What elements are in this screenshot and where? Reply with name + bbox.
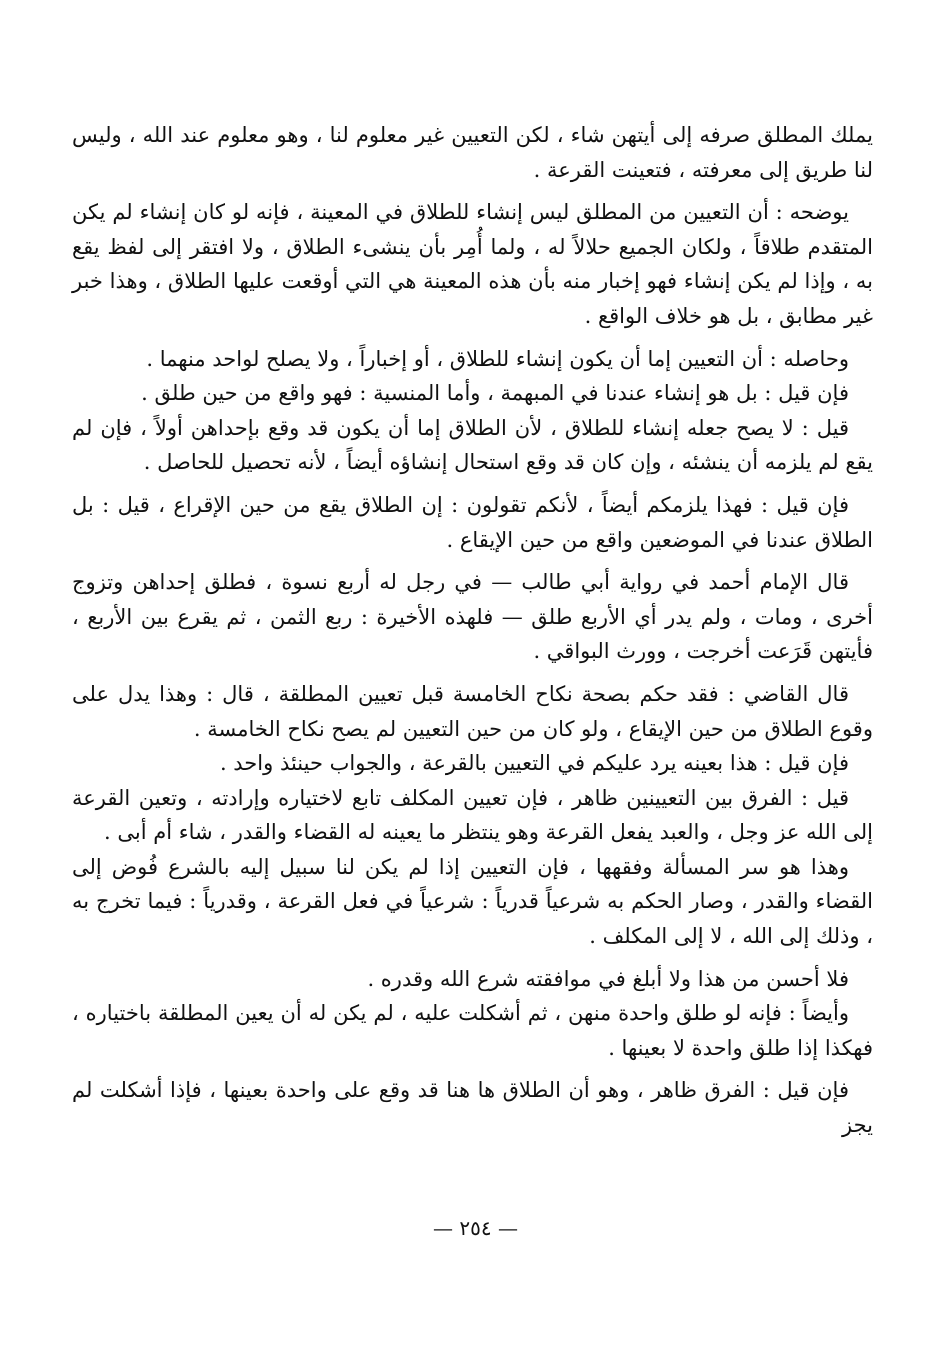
paragraph-6: فإن قيل : فهذا يلزمكم أيضاً ، لأنكم تقولون : إن الطلاق يقع من حين الإقراع ، قيل : بل الطلاق عندنا في الموضعين واقع من حين الإيقاع . (72, 492, 873, 552)
paragraph-10: قيل : الفرق بين التعيينين ظاهر ، فإن تعيين المكلف تابع لاختياره وإرادته ، وتعين القرعة إلى الله عز وجل ، والعبد يفعل القرعة وهو ينتظر ما يعينه له القضاء والقدر ، شاء أم أبى . (72, 785, 873, 845)
paragraph-5: قيل : لا يصح جعله إنشاء للطلاق ، لأن الطلاق إما أن يكون قد وقع بإحداهن أولاً ، فإن لم يقع لم يلزمه أن ينشئه ، وإن كان قد وقع استحال إنشاؤه أيضاً ، لأنه تحصيل للحاصل . (72, 415, 873, 475)
paragraph-14: فإن قيل : الفرق ظاهر ، وهو أن الطلاق ها هنا قد وقع على واحدة بعينها ، فإذا أشكلت لم يجز (72, 1078, 873, 1138)
paragraph-11: وهذا هو سر المسألة وفقهها ، فإن التعيين إذا لم يكن لنا سبيل إليه بالشرع فُوض إلى القضاء والقدر ، وصار الحكم به شرعياً قدرياً : شرعياً في فعل القرعة ، وقدرياً : فيما تخرج به ، وذلك إلى الله ، لا إلى المكلف . (72, 854, 873, 949)
body-text (72, 118, 873, 1143)
paragraph-4: فإن قيل : بل هو إنشاء عندنا في المبهمة ، وأما المنسية : فهو واقع من حين طلق . (141, 381, 849, 406)
paragraph-8: قال القاضي : فقد حكم بصحة نكاح الخامسة قبل تعيين المطلقة ، قال : وهذا يدل على وقوع الطلاق من حين الإيقاع ، ولو كان من حين التعيين لم يصح نكاح الخامسة . (72, 681, 873, 741)
paragraph-3: وحاصله : أن التعيين إما أن يكون إنشاء للطلاق ، أو إخباراً ، ولا يصلح لواحد منهما . (146, 346, 849, 371)
paragraph-12: فلا أحسن من هذا ولا أبلغ في موافقته شرع الله وقدره . (367, 966, 849, 991)
paragraph-9: فإن قيل : هذا بعينه يرد عليكم في التعيين بالقرعة ، والجواب حينئذ واحد . (219, 751, 849, 776)
page-number: — ٢٥٤ — (433, 1216, 518, 1240)
paragraph-7: قال الإمام أحمد في رواية أبي طالب — في رجل له أربع نسوة ، فطلق إحداهن وتزوج أخرى ، ومات ، ولم يدر أي الأربع طلق — فلهذه الأخيرة : ربع الثمن ، ثم يقرع بين الأربع ، فأيتهن قَرَعت أخرجت ، وورث البواقي . (72, 570, 873, 664)
paragraph-2: يوضحه : أن التعيين من المطلق ليس إنشاء للطلاق في المعينة ، فإنه لو كان إنشاء لم يكن المتقدم طلاقاً ، ولكان الجميع حلالاً له ، ولما أُمِر بأن ينشىء الطلاق ، ولا افتقر إلى لفظ يقع به ، وإذا لم يكن إنشاء فهو إخبار منه بأن هذه المعينة هي التي أوقعت عليها الطلاق ، وهذا خبر غير مطابق ، بل هو خلاف الواقع . (72, 200, 873, 328)
paragraph-1: يملك المطلق صرفه إلى أيتهن شاء ، لكن التعيين غير معلوم لنا ، وهو معلوم عند الله ، وليس لنا طريق إلى معرفته ، فتعينت القرعة . (72, 123, 873, 182)
paragraph-13: وأيضاً : فإنه لو طلق واحدة منهن ، ثم أشكلت عليه ، لم يكن له أن يعين المطلقة باختياره ، فهكذا إذا طلق واحدة لا بعينها . (72, 1001, 873, 1060)
